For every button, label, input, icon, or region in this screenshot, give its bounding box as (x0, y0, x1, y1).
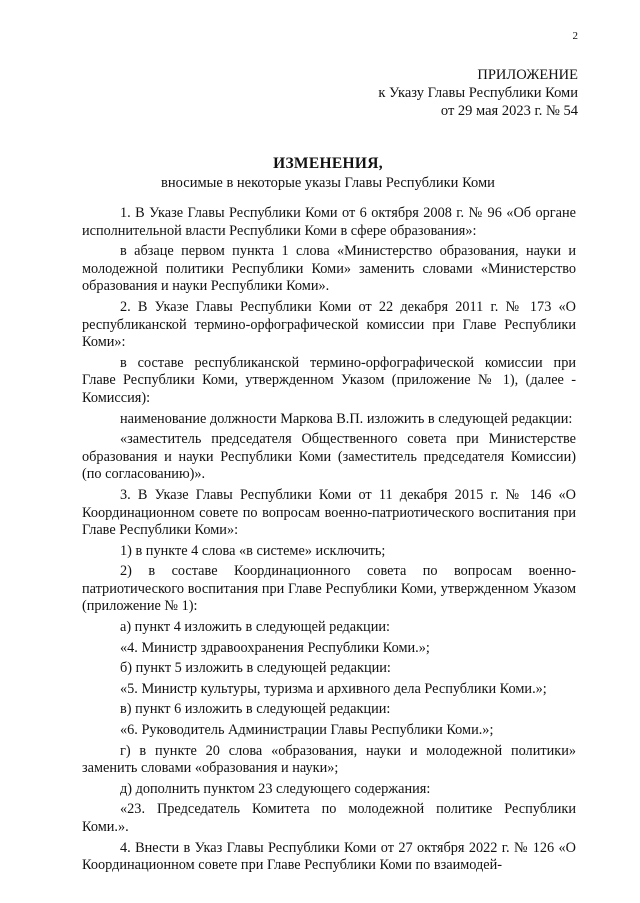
appendix-title: ПРИЛОЖЕНИЕ (477, 67, 578, 83)
appendix-block (378, 66, 578, 120)
appendix-line-decree: к Указу Главы Республики Коми (378, 85, 578, 101)
paragraph: наименование должности Маркова В.П. изложить в следующей редакции: (120, 410, 573, 427)
paragraph: 3. В Указе Главы Республики Коми от 11 декабря 2015 г. № 146 «О Координационном совете по вопросам военно-патриотического воспитания при Главе Республики Коми»: (82, 486, 576, 539)
paragraph: «6. Руководитель Администрации Главы Республики Коми.»; (120, 722, 494, 739)
document-heading (80, 154, 576, 193)
heading-subtitle: вносимые в некоторые указы Главы Республики Коми (161, 175, 495, 191)
paragraph: д) дополнить пунктом 23 следующего содержания: (120, 780, 431, 797)
paragraph: «23. Председатель Комитета по молодежной политике Республики Коми.». (82, 801, 576, 835)
paragraph: в абзаце первом пункта 1 слова «Министерство образования, науки и молодежной политики Республики Коми» заменить словами «Министерство образования и науки Республики Коми». (82, 243, 576, 295)
paragraph: «заместитель председателя Общественного совета при Министерстве образования и науки Республики Коми (заместитель председателя Комиссии) (по согласованию)». (82, 431, 576, 483)
paragraph: в составе республиканской термино-орфографической комиссии при Главе Республики Коми, утвержденном Указом (приложение № 1), (далее - Комиссия): (82, 354, 576, 406)
paragraph: б) пункт 5 изложить в следующей редакции: (120, 660, 391, 677)
paragraph: «4. Министр здравоохранения Республики Коми.»; (120, 639, 430, 656)
paragraph: 1. В Указе Главы Республики Коми от 6 октября 2008 г. № 96 «Об органе исполнительной власти Республики Коми в сфере образования»: (82, 205, 576, 239)
paragraph: а) пункт 4 изложить в следующей редакции: (120, 619, 390, 636)
paragraph: г) в пункте 20 слова «образования, науки и молодежной политики» заменить словами «образования и науки»; (82, 742, 576, 777)
paragraph: в) пункт 6 изложить в следующей редакции: (120, 701, 391, 718)
paragraph: 2. В Указе Главы Республики Коми от 22 декабря 2011 г. № 173 «О республиканской термино-орфографической комиссии при Главе Республики Коми»: (82, 298, 576, 351)
page-number: 2 (572, 30, 578, 42)
paragraph: 2) в составе Координационного совета по вопросам военно-патриотического воспитания при Главе Республики Коми, утвержденном Указом (приложение № 1): (82, 563, 576, 615)
document-body (82, 205, 576, 878)
paragraph: 1) в пункте 4 слова «в системе» исключить; (120, 542, 386, 559)
appendix-line-date: от 29 мая 2023 г. № 54 (440, 103, 578, 119)
paragraph: 4. Внести в Указ Главы Республики Коми от 27 октября 2022 г. № 126 «О Координационном совете при Главе Республики Коми по взаимодей- (82, 839, 576, 874)
paragraph: «5. Министр культуры, туризма и архивного дела Республики Коми.»; (120, 680, 547, 697)
heading-title: ИЗМЕНЕНИЯ, (273, 155, 383, 172)
